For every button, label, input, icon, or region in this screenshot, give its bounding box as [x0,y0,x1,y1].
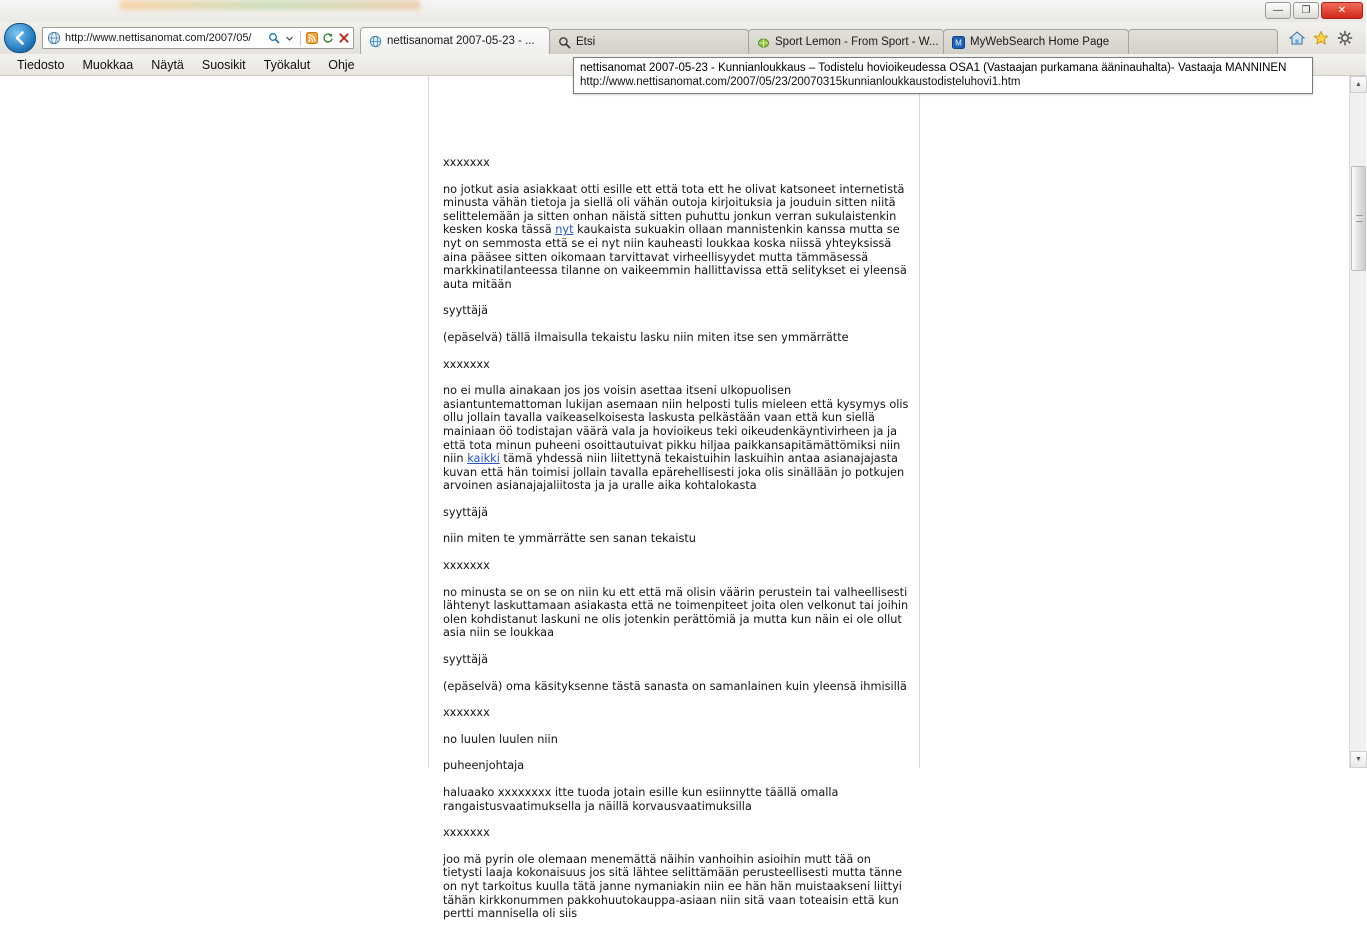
window-controls [1265,2,1363,19]
paragraph [443,384,913,493]
paragraph: syyttäjä [443,505,489,519]
chevron-down-icon[interactable] [282,29,297,47]
page-column-divider-left [428,76,429,768]
lemon-icon [756,35,770,49]
content-area [0,76,1366,921]
maximize-button[interactable]: ❐ [1293,2,1319,19]
close-button[interactable]: ✕ [1321,2,1363,19]
paragraph: no minusta se on se on niin ku ett että mä olisin väärin perustein tai valheellisesti lähtenyt laskuttamaan asiakasta että ne toimenpiteet joita olen velkonut tai joihin olen kohdistanut laskuni ne olis jotenkin perättömiä ja mutta kun näin ei ole ollut asia niin se loukkaa [443,585,909,640]
menu-item-muokkaa[interactable]: Muokkaa [82,57,134,72]
rss-icon[interactable] [304,29,319,47]
paragraph: puheenjohtaja [443,759,525,773]
paragraph: syyttäjä [443,304,489,318]
tab-strip [360,22,1278,54]
paragraph: joo mä pyrin ole olemaan menemättä näihin vanhoihin asioihin mutt tää on tietysti laaja kokonaisuus jos sitä lähtee selittämään perusteellisesti mutta tänne on nyt tarkoitus kuulla tätä janne nymaniakin niin ee hän hän muistaakseni liittyi tähän kirkkonummen pakkohuutokauppa-asiaan niin sitä vaan toteaisin että kun pertti mannisella oli siis [443,852,903,921]
paragraph: (epäselvä) tällä ilmaisulla tekaistu lasku niin miten itse sen ymmärrätte [443,330,849,344]
inline-link[interactable]: nyt [555,223,574,237]
vertical-scrollbar[interactable] [1349,76,1366,768]
title-bar [0,0,1366,22]
stop-icon[interactable] [336,29,351,47]
gear-icon[interactable] [1336,29,1354,47]
address-bar-icons [266,29,351,47]
tab-label: Sport Lemon - From Sport - W... [775,36,939,48]
paragraph: xxxxxxx [443,357,490,371]
toolbar-right-icons [1278,29,1362,47]
scrollbar-thumb[interactable] [1351,166,1366,271]
menu-item-suosikit[interactable]: Suosikit [201,57,246,72]
tab-mywebsearch[interactable] [943,29,1129,54]
back-button[interactable] [4,23,36,53]
search-icon [557,35,571,49]
scroll-down-button[interactable]: ▼ [1350,751,1367,768]
search-icon[interactable] [266,29,281,47]
favorites-icon[interactable] [1312,29,1330,47]
paragraph-text-cont: kaukaista sukuakin ollaan mannistenkin kanssa mutta se nyt on semmosta että se ei nyt niin kauheasti loukkaa koska niissä yhteyksissä aina pääsee sitten oikomaan tarvittavat virheellisyydet mutta tämmäsessä markkinatilanteessa tilanne on vaikeemmin hallittavissa että selitykset ei yleensä auta mitään [443,223,907,291]
web-page [0,76,1349,921]
paragraph-text-cont: tämä yhdessä niin liitettynä tekaistuihin laskuihin antaa asianajajasta kuvan että hän toimisi jollain tavalla epärehellisesti joka olis sinällään jo potkujen arvoinen asianajajaliitosta ja ja uralle aika kohtalokasta [443,452,905,493]
refresh-icon[interactable] [320,29,335,47]
paragraph [443,183,913,292]
navigation-bar [0,22,1366,54]
paragraph-text: no ei mulla ainakaan jos jos voisin asettaa itseni ulkopuolisen asiantuntemattoman lukijan asemaan niin helposti tulis mieleen että kysymys olis ollu jollain tavalla vaikeaselkoisesta laskusta pelkästään vaan että kun siellä mainiaan öö todistajan väärä vala ja hovioikeus teki oikeudenkäyntivirheen ja ja että tota minun puheeni osoittautuivat pikku hiljaa paikkansapitämättömiksi niin niin [443,384,909,466]
page-column-divider-right [919,76,920,768]
page-preview-smudge [120,0,420,10]
scroll-up-button[interactable]: ▲ [1350,76,1367,93]
paragraph: xxxxxxx [443,156,490,169]
paragraph: niin miten te ymmärrätte sen sanan tekaistu [443,532,696,546]
tab-sport-lemon[interactable] [748,29,944,54]
tooltip-title: nettisanomat 2007-05-23 - Kunnianloukkaus – Todistelu hovioikeudessa OSA1 (Vastaajan purkamana ääninauhalta)- Vastaaja MANNINEN [580,62,1287,74]
paragraph: xxxxxxx [443,706,490,720]
paragraph-text: no jotkut asia asiakkaat otti esille ett että tota ett he olivat katsoneet internetistä minusta vähän tietoja ja siellä oli vähän outoja kirjoituksia ja jouduin sitten niitä selittelemään ja sitten onhan näistä sitten puhuttu jonkun verran sukulaistenkin kesken koska tässä [443,182,905,237]
paragraph: xxxxxxx [443,826,490,840]
paragraph: xxxxxxx [443,559,490,573]
tab-etsi[interactable] [549,29,749,54]
paragraph: (epäselvä) oma käsityksenne tästä sanasta on samanlainen kuin yleensä ihmisillä [443,679,907,693]
article-body [443,156,913,934]
tab-tooltip [573,57,1313,94]
menu-item-tiedosto[interactable]: Tiedosto [17,57,65,72]
tab-label: Etsi [576,36,596,48]
paragraph: no luulen luulen niin [443,732,558,746]
tab-nettisanomat[interactable] [360,27,550,54]
address-input-text[interactable]: http://www.nettisanomat.com/2007/05/ [65,32,252,44]
address-bar[interactable] [42,27,354,49]
tab-label: MyWebSearch Home Page [970,36,1110,48]
divider [300,31,301,46]
new-tab-button[interactable] [1128,29,1278,54]
paragraph: haluaako xxxxxxxx itte tuoda jotain esille kun esiinnytte täällä omalla rangaistusvaatimuksella ja näillä korvausvaatimuksilla [443,786,839,813]
paragraph: syyttäjä [443,653,489,667]
svg-text:M: M [954,37,962,47]
menu-item-tyokalut[interactable]: Työkalut [263,57,311,72]
inline-link[interactable]: kaikki [467,452,500,466]
globe-icon [46,30,62,46]
menu-item-nayta[interactable]: Näytä [151,57,184,72]
home-icon[interactable] [1288,29,1306,47]
menu-item-ohje[interactable]: Ohje [328,57,355,72]
minimize-button[interactable]: — [1265,2,1291,19]
mws-icon [951,35,965,49]
tab-label: nettisanomat 2007-05-23 - ... [387,35,535,47]
scrollbar-grip [1356,215,1363,222]
globe-icon [368,34,382,48]
tooltip-url: http://www.nettisanomat.com/2007/05/23/20070315kunnianloukkaustodisteluhovi1.htm [580,76,1021,88]
